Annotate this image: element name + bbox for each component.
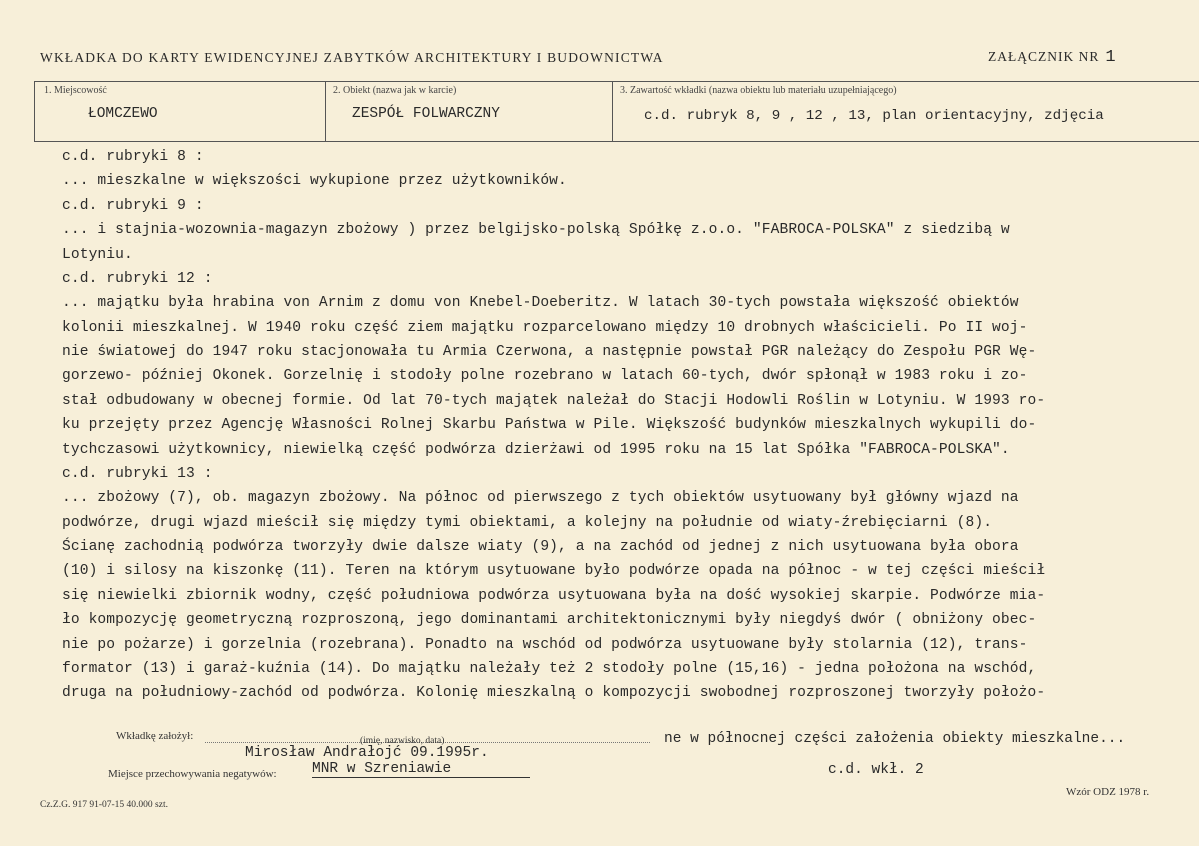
- body-line: c.d. rubryki 13 :: [62, 466, 213, 482]
- form-title: WKŁADKA DO KARTY EWIDENCYJNEJ ZABYTKÓW ARCHITEKTURY I BUDOWNICTWA: [40, 50, 664, 65]
- field-2-label: 2. Obiekt (nazwa jak w karcie): [333, 85, 457, 96]
- header-box-divider-1: [325, 81, 326, 141]
- body-line: nie światowej do 1947 roku stacjonowała tu Armia Czerwona, a następnie powstał PGR należący do Zespołu PGR Wę-: [62, 344, 1037, 360]
- compiled-by-label: Wkładkę założył:: [116, 730, 194, 742]
- negatives-label: Miejsce przechowywania negatywów:: [108, 768, 277, 780]
- field-1-value: ŁOMCZEWO: [88, 106, 158, 122]
- body-line: się niewielki zbiornik wodny, część południowa podwórza usytuowana była na dość wysokiej skarpie. Podwórze mia-: [62, 588, 1046, 604]
- continuation-line: ne w północnej części założenia obiekty mieszkalne...: [664, 731, 1126, 747]
- header-box-left-rule: [34, 81, 35, 141]
- header-box-divider-2: [612, 81, 613, 141]
- body-line: tychczasowi użytkownicy, niewielką część podwórza dzierżawi od 1995 roku na 15 lat Spółka "FABROCA-POLSKA".: [62, 442, 1010, 458]
- annex-number: 1: [1105, 48, 1117, 67]
- header-box-bottom-rule: [34, 141, 1199, 142]
- field-2-value: ZESPÓŁ FOLWARCZNY: [352, 106, 500, 122]
- body-line: ło kompozycję geometryczną rozproszoną, jego dominantami architektonicznymi były niegdyś dwór ( obniżony obec-: [62, 612, 1037, 628]
- body-line: druga na południowy-zachód od podwórza. Kolonię mieszkalną o kompozycji swobodnej rozproszonej tworzyły położo-: [62, 685, 1046, 701]
- body-line: podwórze, drugi wjazd mieścił się między tymi obiektami, a kolejny na południe od wiaty-źrebięciarni (8).: [62, 515, 993, 531]
- body-line: formator (13) i garaż-kuźnia (14). Do majątku należały też 2 stodoły polne (15,16) - jedna położona na wschód,: [62, 661, 1037, 677]
- annex-label-text: ZAŁĄCZNIK NR: [988, 49, 1100, 64]
- form-code: Wzór ODZ 1978 r.: [1066, 786, 1150, 798]
- body-line: Lotyniu.: [62, 247, 133, 263]
- body-line: c.d. rubryki 8 :: [62, 149, 204, 165]
- field-3-label: 3. Zawartość wkładki (nazwa obiektu lub materiału uzupełniającego): [620, 85, 897, 96]
- body-line: c.d. rubryki 9 :: [62, 198, 204, 214]
- body-line: ... majątku była hrabina von Arnim z domu von Knebel-Doeberitz. W latach 30-tych powstała większość obiektów: [62, 295, 1019, 311]
- name-hint: (imię, nazwisko, data): [360, 736, 445, 746]
- compiled-by-value: Mirosław Andrałojć 09.1995r.: [245, 745, 489, 761]
- body-line: c.d. rubryki 12 :: [62, 271, 213, 287]
- print-code: Cz.Z.G. 917 91-07-15 40.000 szt.: [40, 800, 168, 810]
- body-line: (10) i silosy na kiszonkę (11). Teren na którym usytuowane było podwórze opada na północ - w tej części mieścił: [62, 563, 1046, 579]
- annex-label: [988, 48, 1117, 67]
- negatives-value: MNR w Szreniawie: [312, 761, 530, 778]
- field-1-label: 1. Miejscowość: [44, 85, 107, 96]
- body-line: stał odbudowany w obecnej formie. Od lat 70-tych majątek należał do Stacji Hodowli Roślin w Lotyniu. W 1993 ro-: [62, 393, 1046, 409]
- body-line: kolonii mieszkalnej. W 1940 roku część ziem majątku rozparcelowano między 10 drobnych właścicieli. Po II woj-: [62, 320, 1028, 336]
- header-box-top-rule: [34, 81, 1199, 82]
- body-line: ... mieszkalne w większości wykupione przez użytkowników.: [62, 173, 567, 189]
- next-insert-note: c.d. wkł. 2: [828, 762, 924, 778]
- body-line: ... zbożowy (7), ob. magazyn zbożowy. Na północ od pierwszego z tych obiektów usytuowany był główny wjazd na: [62, 490, 1019, 506]
- body-line: gorzewo- później Okonek. Gorzelnię i stodoły polne rozebrano w latach 60-tych, dwór spłonął w 1983 roku i zo-: [62, 368, 1028, 384]
- body-line: Ścianę zachodnią podwórza tworzyły dwie dalsze wiaty (9), a na zachód od jednej z nich usytuowana była obora: [62, 539, 1019, 555]
- field-3-value: c.d. rubryk 8, 9 , 12 , 13, plan orientacyjny, zdjęcia: [644, 108, 1104, 124]
- body-line: nie po pożarze) i gorzelnia (rozebrana). Ponadto na wschód od podwórza usytuowane były stolarnia (12), trans-: [62, 637, 1028, 653]
- body-line: ... i stajnia-wozownia-magazyn zbożowy ) przez belgijsko-polską Spółkę z.o.o. "FABROCA-POLSKA" z siedzibą w: [62, 222, 1010, 238]
- body-line: ku przejęty przez Agencję Własności Rolnej Skarbu Państwa w Pile. Większość budynków mieszkalnych wykupili do-: [62, 417, 1037, 433]
